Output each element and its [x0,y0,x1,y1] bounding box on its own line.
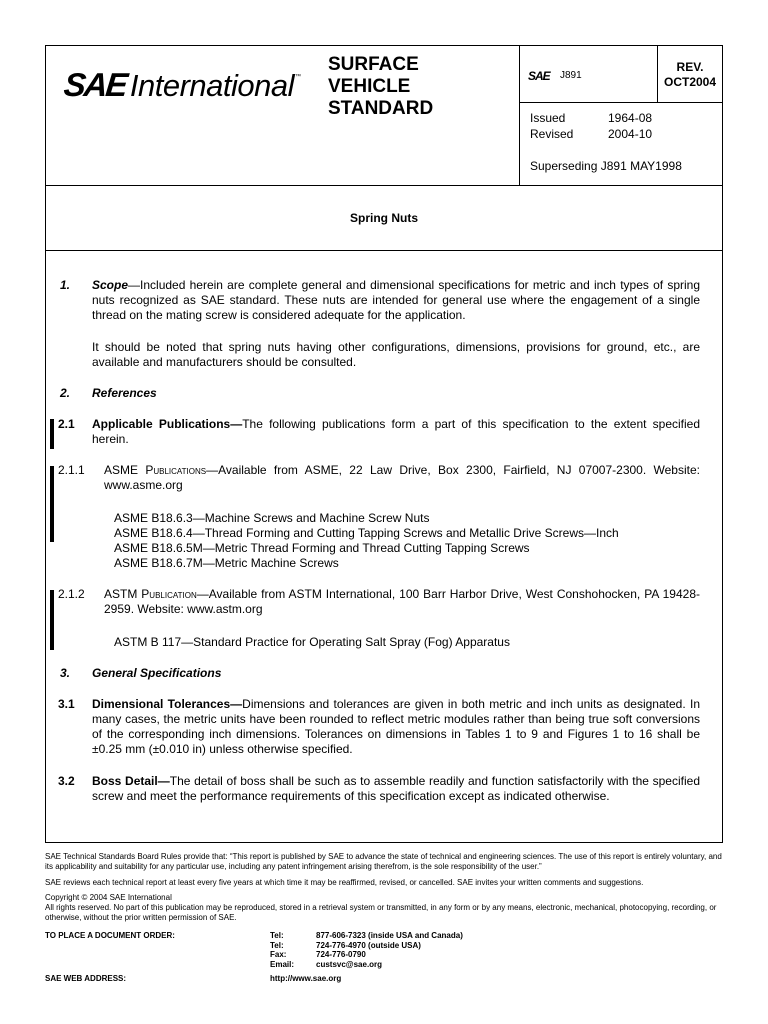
section-number: 2. [60,386,71,400]
rev-value: OCT2004 [663,75,717,89]
section-text [104,463,700,493]
section-text [92,774,700,804]
section-body: —Included herein are complete general and dimensional specifications for metric and inch types of spring nuts recognized as SAE standard. These nuts are intended for general use where the engagement of a single thread on the mating screw is considered adequate for the application. [92,278,700,322]
change-bar [50,419,54,449]
reference-item: ASME B18.6.4—Thread Forming and Cutting Tapping Screws and Metallic Drive Screws—Inch [114,526,619,540]
section-number: 3.2 [58,774,75,788]
revised-label: Revised [530,127,574,141]
section-number: 3. [60,666,71,680]
section-text [92,417,700,447]
section-scope [60,278,700,326]
section-number: 1. [60,278,71,292]
reference-item: ASME B18.6.3—Machine Screws and Machine Screw Nuts [114,511,430,525]
issued-label: Issued [530,111,566,125]
revised-value: 2004-10 [608,127,653,141]
reference-item: ASTM B 117—Standard Practice for Operating Salt Spray (Fog) Apparatus [114,635,510,649]
change-bar [50,590,54,650]
issued-value: 1964-08 [608,111,653,125]
section-text [104,587,700,617]
document-number-cell [519,46,657,103]
paragraph: It should be noted that spring nuts having other configurations, dimensions, provisions for ground, etc., are available and manufacturers should be consulted. [92,340,700,369]
section-heading: Dimensional Tolerances— [92,697,243,711]
section-number: 2.1.2 [58,587,85,601]
sae-logo [64,66,301,106]
section-2-1 [58,417,700,449]
footer-review: SAE reviews each technical report at least every five years at which time it may be reaffirmed, revised, or cancelled. SAE invites your written comments and suggestions. [45,878,644,887]
web-address-link[interactable]: http://www.sae.org [270,974,342,983]
reference-item: ASME B18.6.7M—Metric Machine Screws [114,556,339,570]
document-type [328,54,433,120]
section-body: The following publications form a part of this specification to the extent specified herein. [92,417,701,446]
contact-value: 724-776-0790 [316,950,366,959]
web-label: SAE WEB ADDRESS: [45,974,127,983]
section-body: —Available from ASME, 22 Law Drive, Box 2300, Fairfield, NJ 07007-2300. Website: www.asme.org [104,463,700,492]
rev-label: REV. [676,60,704,74]
contact-label: Fax: [270,950,287,959]
section-text [92,697,700,757]
section-heading: ASME Publications [104,463,207,477]
section-3-1 [58,697,700,759]
document-title: Spring Nuts [46,186,722,251]
reference-item: ASME B18.6.5M—Metric Thread Forming and Thread Cutting Tapping Screws [114,541,530,555]
section-3-2 [58,774,700,806]
section-general-specs [60,666,700,682]
section-text [92,278,700,323]
dates-cell [519,103,722,186]
superseding: Superseding J891 MAY1998 [530,159,682,173]
section-body: Dimensions and tolerances are given in both metric and inch units as designated. In many cases, the metric units have been rounded to reflect metric modules rather than being true soft conversions of the corresponding inch dimensions. Tolerances on dimensions in Tables 1 to 9 and Figures 1 to 16 shall be ±0.25 mm (±0.010 in) unless otherwise specified. [92,697,700,756]
section-number: 2.1 [58,417,75,431]
contact-label: Email: [270,959,295,969]
footer-rights: All rights reserved. No part of this publication may be reproduced, stored in a retrieval system or transmitted, in any form or by any means, electronic, mechanical, photocopying, recording, or otherwise, without the prior written permission of SAE. [45,903,717,922]
scope-note [92,340,700,370]
footer-copyright: Copyright © 2004 SAE International [45,893,172,902]
section-heading: References [92,386,157,400]
section-heading: General Specifications [92,666,222,680]
logo-trademark: ™ [294,74,301,80]
section-number: 3.1 [58,697,75,711]
contact-label: Tel: [270,940,284,950]
section-2-1-2 [58,587,700,619]
contact-value: 877-606-7323 (inside USA and Canada) [316,931,463,940]
section-heading: Boss Detail— [92,774,170,788]
logo-international-text: International [129,68,294,103]
section-heading: Scope [92,278,129,292]
email-link[interactable]: custsvc@sae.org [316,959,383,969]
section-2-1-1 [58,463,700,495]
section-heading: ASTM Publication [104,587,197,601]
contact-value: 724-776-4970 (outside USA) [316,940,421,950]
mini-sae-logo: SAE [528,69,550,83]
contact-label: Tel: [270,931,284,940]
revision-cell [657,46,722,103]
document-number: J891 [560,70,582,81]
doc-type-line: STANDARD [328,98,434,119]
section-body: The detail of boss shall be such as to assemble readily and function satisfactorily with the specified screw and meet the performance requirements of this specification except as indicated otherwise. [92,774,700,803]
header [46,46,722,186]
section-number: 2.1.1 [58,463,85,477]
section-body: —Available from ASTM International, 100 Barr Harbor Drive, West Conshohocken, PA 19428-2959. Website: www.astm.org [104,587,700,616]
doc-type-line: SURFACE [328,54,419,75]
doc-type-line: VEHICLE [328,76,411,97]
section-references [60,386,700,402]
section-heading: Applicable Publications— [92,417,243,431]
order-label: TO PLACE A DOCUMENT ORDER: [45,931,175,940]
change-bar [50,466,54,542]
logo-sae-text: SAE [62,66,128,103]
footer-rules: SAE Technical Standards Board Rules provide that: “This report is published by SAE to advance the state of technical and engineering sciences. The use of this report is entirely voluntary, and its applicability and suitability for any particular use, including any patent infringement arising therefrom, is the sole responsibility of the user.” [45,852,722,871]
